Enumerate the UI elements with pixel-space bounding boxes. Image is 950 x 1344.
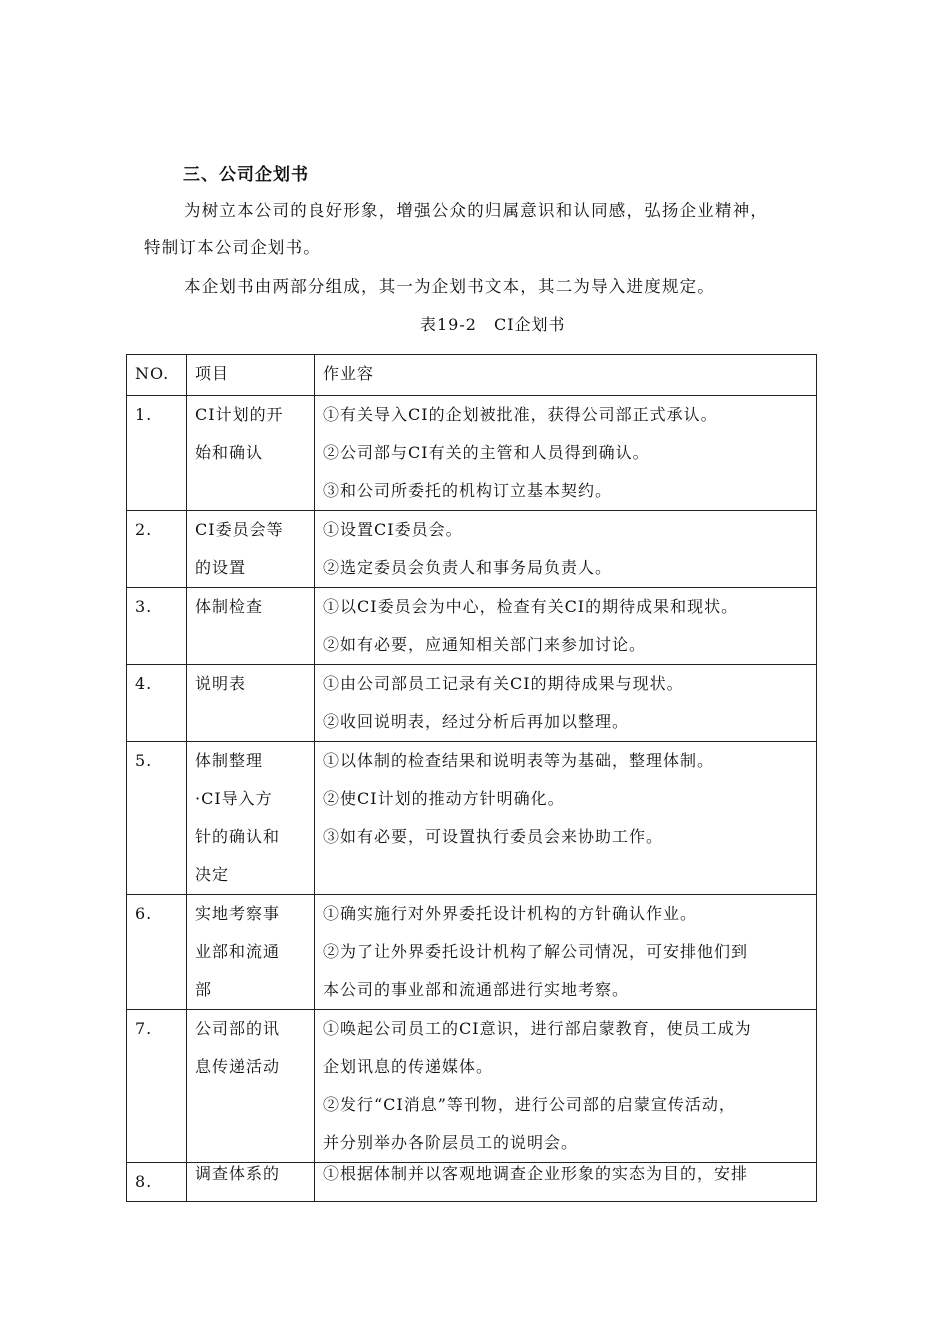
header-content: 作业容 bbox=[315, 355, 817, 396]
row-content: ①由公司部员工记录有关CI的期待成果与现状。 ②收回说明表，经过分析后再加以整理。 bbox=[315, 665, 817, 742]
intro-line-2: 特制订本公司企划书。 bbox=[144, 238, 321, 257]
row-item: 公司部的讯 息传递活动 bbox=[187, 1010, 315, 1163]
table-row bbox=[127, 1163, 817, 1202]
table-row bbox=[127, 895, 817, 1010]
table-row bbox=[127, 511, 817, 588]
table-row bbox=[127, 665, 817, 742]
intro-line-1: 为树立本公司的良好形象，增强公众的归属意识和认同感，弘扬企业精神， bbox=[184, 201, 769, 220]
row-item: CI委员会等 的设置 bbox=[187, 511, 315, 588]
ci-plan-table bbox=[126, 354, 817, 1202]
header-item: 项目 bbox=[187, 355, 315, 396]
section-heading: 三、公司企划书 bbox=[183, 165, 309, 185]
row-item: 体制检查 bbox=[187, 588, 315, 665]
row-content: ①确实施行对外界委托设计机构的方针确认作业。 ②为了让外界委托设计机构了解公司情况，可安排他们到 本公司的事业部和流通部进行实地考察。 bbox=[315, 895, 817, 1010]
table-caption: 表19-2 CI企划书 bbox=[420, 315, 566, 334]
row-no: 6. bbox=[127, 895, 187, 1010]
row-no: 4. bbox=[127, 665, 187, 742]
row-item: 体制整理 ·CI导入方 针的确认和 决定 bbox=[187, 742, 315, 895]
row-item: 实地考察事 业部和流通 部 bbox=[187, 895, 315, 1010]
row-content: ①根据体制并以客观地调查企业形象的实态为目的，安排 bbox=[315, 1163, 817, 1202]
row-no: 3. bbox=[127, 588, 187, 665]
row-content: ①设置CI委员会。 ②选定委员会负责人和事务局负责人。 bbox=[315, 511, 817, 588]
table-row bbox=[127, 396, 817, 511]
row-item: 说明表 bbox=[187, 665, 315, 742]
intro-line-3: 本企划书由两部分组成，其一为企划书文本，其二为导入进度规定。 bbox=[184, 277, 715, 296]
row-content: ①以体制的检查结果和说明表等为基础，整理体制。 ②使CI计划的推动方针明确化。 ③如有必要，可设置执行委员会来协助工作。 bbox=[315, 742, 817, 895]
row-item: CI计划的开 始和确认 bbox=[187, 396, 315, 511]
row-no: 2. bbox=[127, 511, 187, 588]
row-no: 7. bbox=[127, 1010, 187, 1163]
table-row bbox=[127, 742, 817, 895]
header-no: NO. bbox=[127, 355, 187, 396]
table-row bbox=[127, 1010, 817, 1163]
row-no: 5. bbox=[127, 742, 187, 895]
table-row bbox=[127, 588, 817, 665]
row-no: 1. bbox=[127, 396, 187, 511]
row-content: ①唤起公司员工的CI意识，进行部启蒙教育，使员工成为 企划讯息的传递媒体。 ②发行“CI消息”等刊物，进行公司部的启蒙宣传活动， 并分别举办各阶层员工的说明会。 bbox=[315, 1010, 817, 1163]
row-item: 调查体系的 bbox=[187, 1163, 315, 1202]
row-no: 8. bbox=[127, 1163, 187, 1202]
row-content: ①有关导入CI的企划被批准，获得公司部正式承认。 ②公司部与CI有关的主管和人员得到确认。 ③和公司所委托的机构订立基本契约。 bbox=[315, 396, 817, 511]
table-header-row bbox=[127, 355, 817, 396]
row-content: ①以CI委员会为中心，检查有关CI的期待成果和现状。 ②如有必要，应通知相关部门来参加讨论。 bbox=[315, 588, 817, 665]
